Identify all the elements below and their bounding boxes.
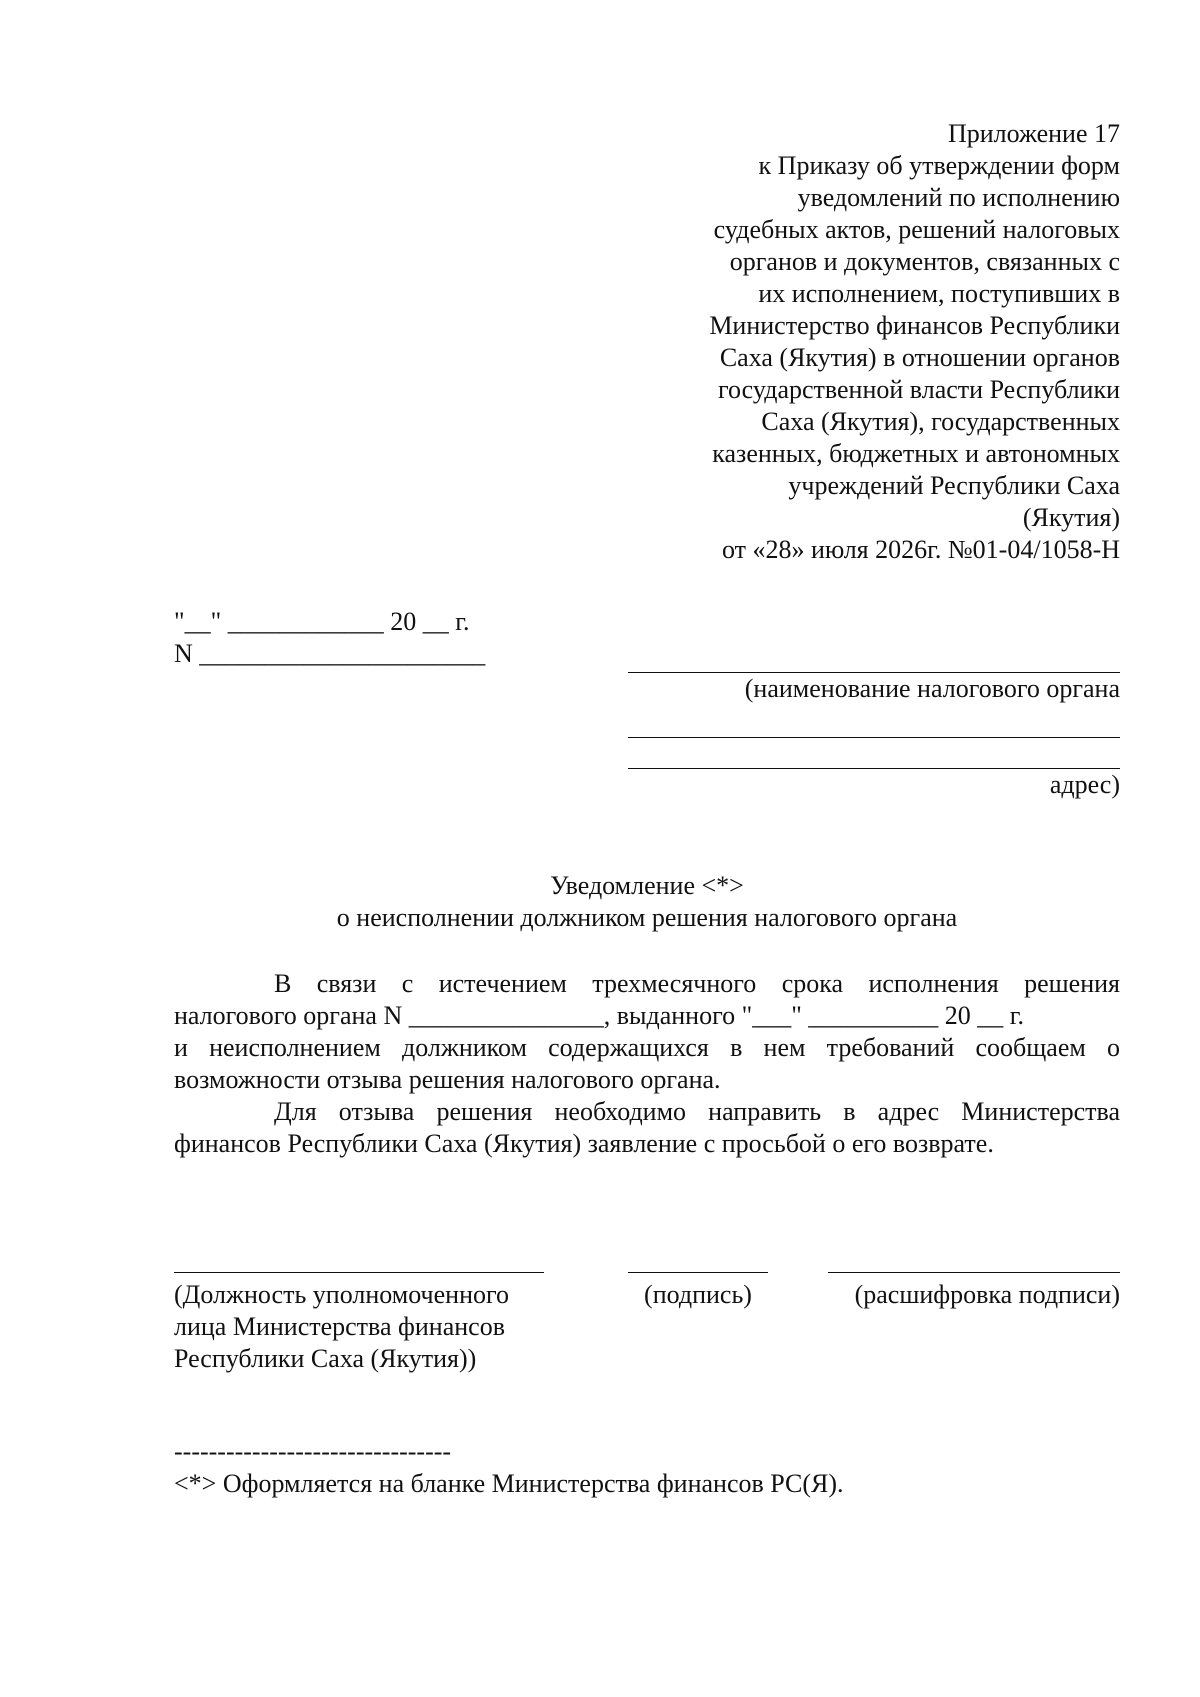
annex-line: их исполнением, поступивших в [758, 279, 1120, 308]
footnote-text: <*> Оформляется на бланке Министерства финансов РС(Я). [174, 1469, 844, 1498]
body-paragraph-1-line: В связи с истечением трехмесячного срока исполнения решения [274, 969, 1120, 998]
recipient-address-line-1 [628, 737, 1120, 738]
annex-line: судебных актов, решений налоговых [713, 215, 1120, 244]
recipient-block [628, 672, 1120, 801]
signature-decoding-block [828, 1272, 1120, 1311]
annex-line: Саха (Якутия), государственных [761, 407, 1120, 436]
notice-subtitle-line: о неисполнении должником решения налогового органа [336, 903, 958, 932]
position-caption: (Должность уполномоченного [174, 1280, 510, 1309]
position-line [174, 1272, 544, 1273]
footnote-separator: -------------------------------- [174, 1437, 452, 1466]
annex-line: учреждений Республики Саха [788, 471, 1120, 500]
annex-line: уведомлений по исполнению [797, 183, 1120, 212]
notice-title-line: Уведомление <*> [550, 871, 744, 900]
recipient-address-caption: адрес) [1049, 770, 1120, 799]
annex-line: к Приказу об утверждении форм [758, 151, 1120, 180]
signature-block [628, 1272, 768, 1311]
annex-line: государственной власти Республики [718, 375, 1120, 404]
body-paragraph-1-line: налогового органа N _______________, выданного "___" __________ 20 __ г. [174, 1001, 1025, 1030]
annex-header [640, 118, 1120, 566]
annex-line: Саха (Якутия) в отношении органов [719, 343, 1120, 372]
position-caption: лица Министерства финансов [174, 1312, 505, 1341]
signature-line [628, 1272, 768, 1273]
date-field: "__" ____________ 20 __ г. [174, 607, 470, 636]
position-caption: Республики Саха (Якутия)) [174, 1344, 477, 1373]
body-paragraph-1-line: возможности отзыва решения налогового органа. [174, 1065, 721, 1094]
notice-title [174, 870, 1120, 934]
annex-line: Министерство финансов Республики [709, 311, 1120, 340]
annex-line: казенных, бюджетных и автономных [712, 439, 1120, 468]
recipient-name-caption: (наименование налогового органа [744, 674, 1120, 703]
annex-line: органов и документов, связанных с [729, 247, 1120, 276]
signature-caption: (подпись) [644, 1280, 752, 1309]
footnote [174, 1436, 844, 1500]
number-field: N ______________________ [174, 639, 486, 668]
notice-body [174, 968, 1120, 1160]
body-paragraph-1-line: и неисполнением должником содержащихся в нем требований сообщаем о [174, 1033, 1120, 1062]
annex-line: (Якутия) [1022, 503, 1120, 532]
decoding-caption: (расшифровка подписи) [854, 1280, 1120, 1309]
decoding-line [828, 1272, 1120, 1273]
date-number-block [174, 606, 485, 670]
body-paragraph-2-line: финансов Республики Саха (Якутия) заявление с просьбой о его возврате. [174, 1129, 994, 1158]
annex-line: Приложение 17 [947, 119, 1120, 148]
body-paragraph-2-line: Для отзыва решения необходимо направить в адрес Министерства [274, 1097, 1120, 1126]
signature-position-block [174, 1272, 544, 1375]
annex-line: от «28» июля 2026г. №01-04/1058-Н [722, 535, 1120, 564]
